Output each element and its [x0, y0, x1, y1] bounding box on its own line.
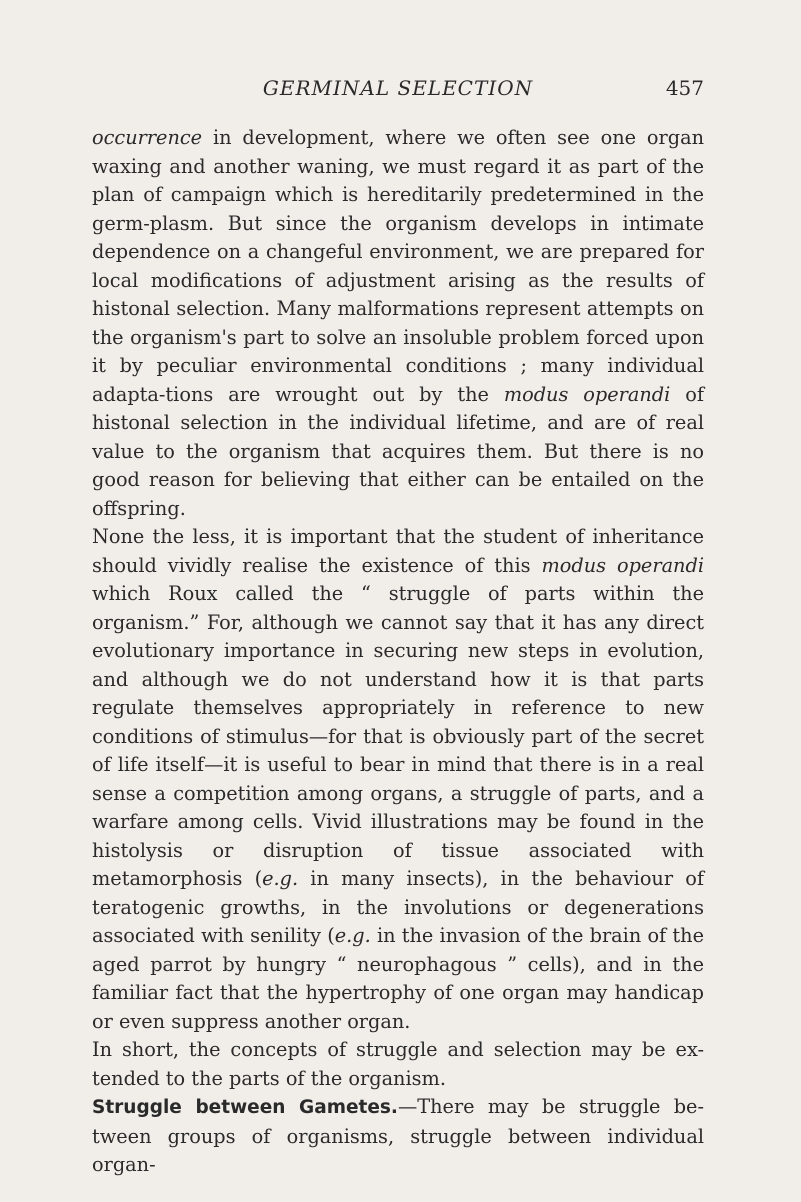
italic-term: e.g.	[262, 867, 299, 890]
italic-term: e.g.	[334, 924, 371, 947]
italic-term: occurrence	[92, 126, 203, 149]
paragraph-1	[92, 124, 704, 523]
page-number: 457	[665, 76, 704, 100]
paragraph-text: in the invasion of the brain of the aged parrot by hungry “ neurophagous ” cells), and in the familiar fact that the hypertrophy of one organ may handicap or even suppress another organ.	[92, 924, 704, 1033]
paragraph-text: which Roux called the “ struggle of parts within the organism.” For, although we cannot say that it has any direct evolutionary importance in securing new steps in evolution, and although we do not understand how it is that parts regulate themselves appropriately in reference to new conditions of stimulus—for that is obviously part of the secret of life itself—it is useful to bear in mind that there is in a real sense a competition among organs, a struggle of parts, and a warfare among cells. Vivid illustrations may be found in the histolysis or disruption of tissue associated with metamorphosis (	[92, 582, 704, 890]
paragraph-text: of histonal selection in the individual lifetime, and are of real value to the organism that acquires them. But there is no good reason for believing that either can be entailed on the offspring.	[92, 382, 704, 520]
paragraph-text: in development, where we often see one organ waxing and another waning, we must regard it as part of the plan of campaign which is hereditarily predetermined in the germ-plasm. But since the organism develops in intimate dependence on a changeful environment, we are prepared for local modifications of adjustment arising as the results of histonal selection. Many malformations represent attempts on the organism's part to solve an insoluble problem forced upon it by peculiar environmental conditions ; many individual adapta-tions are wrought out by the	[92, 126, 704, 406]
italic-term: modus operandi	[541, 553, 704, 577]
running-title: GERMINAL SELECTION	[262, 76, 534, 100]
paragraph-3: In short, the concepts of struggle and selection may be ex-tended to the parts of the organism.	[92, 1038, 704, 1090]
body-text	[92, 124, 704, 1180]
running-head	[92, 76, 704, 106]
italic-term: modus operandi	[503, 382, 671, 406]
section-heading: Struggle between Gametes.	[92, 1097, 398, 1118]
paragraph-2	[92, 523, 704, 1036]
paragraph-text: in many insects), in the behaviour of teratogenic growths, in the involutions or degenerations associated with senility (	[92, 867, 704, 947]
paragraph-4	[92, 1093, 704, 1180]
paragraph-text: —There may be struggle be-tween groups of organisms, struggle between individual organ-	[92, 1095, 704, 1176]
paragraph-text: None the less, it is important that the student of inheritance should vividly realise the existence of this	[92, 525, 704, 577]
